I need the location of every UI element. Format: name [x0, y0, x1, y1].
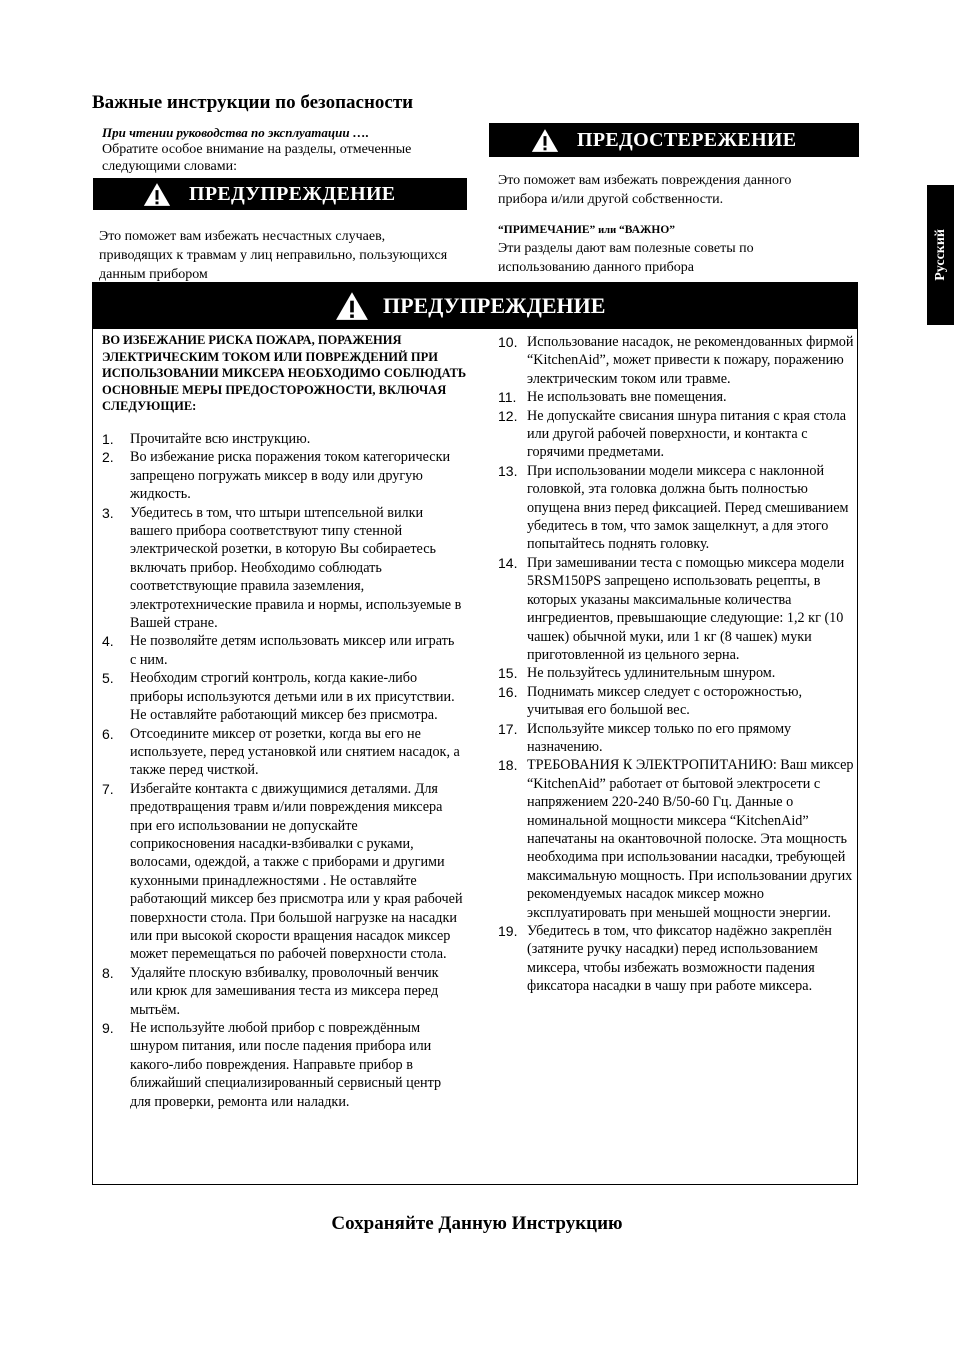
warning-description: Это поможет вам избежать несчастных случаев, приводящих к травмам у лиц неправильно, пользующихся данным прибором — [99, 229, 448, 282]
list-item-text: Не используйте любой прибор с повреждённым шнуром питания, или после падения прибора или какого-либо повреждения. Направьте прибор в ближайший специализированный сервисный центр для проверки, ремонта или наладки. — [130, 1020, 442, 1110]
list-item — [102, 448, 464, 503]
list-item-number: 5. — [102, 670, 114, 687]
list-item-number: 12. — [498, 407, 518, 424]
list-item-text: Не использовать вне помещения. — [527, 389, 727, 406]
safety-list-left — [102, 430, 464, 1111]
main-warning-banner — [93, 283, 858, 329]
list-item — [498, 664, 854, 682]
list-item — [498, 407, 854, 462]
list-item-text: ТРЕБОВАНИЯ К ЭЛЕКТРОПИТАНИЮ: Ваш миксер “KitchenAid” работает от бытовой электросети с напряжением 220-240 В/50-60 Гц. Данные о номинальной мощности миксера “KitchenAid” напечатаны на окантовочной полоске. Эта мощность необходима при использовании насадки, требующей максимальную мощность. При использовании других рекомендуемых насадок миксер можно эксплуатировать при меньшей мощности энергии. — [527, 757, 854, 921]
list-item-number: 10. — [498, 334, 518, 350]
list-item-number: 3. — [102, 504, 114, 521]
list-item — [102, 632, 464, 669]
intro-lead: При чтении руководства по эксплуатации …. — [102, 125, 370, 140]
warning-banner — [93, 178, 467, 210]
list-item-number: 11. — [498, 389, 517, 406]
page-title: Важные инструкции по безопасности — [92, 92, 414, 113]
list-item — [102, 725, 464, 780]
list-item-text: Избегайте контакта с движущимися деталями. Для предотвращения травм и/или повреждения миксера при его использовании не допускайте соприкосновения насадки-взбивалки с руками, волосами, одеждой, а также с приборами и другими кухонными принадлежностями . Не оставляйте работающий миксер без присмотра или у края рабочей поверхности стола. При большой нагрузке на насадки или при высокой скорости вращения насадок миксер может перемещаться по рабочей поверхности стола. — [130, 780, 463, 963]
list-item — [498, 922, 854, 996]
list-item-number: 6. — [102, 725, 114, 742]
list-item-number: 18. — [498, 757, 518, 774]
list-item-text: Не пользуйтесь удлинительным шнуром. — [527, 665, 776, 682]
list-item-text: Убедитесь в том, что штыри штепсельной вилки вашего прибора соответствуют типу стенной электрической розетки, в которую Вы собираетесь включать прибор. Необходимо соблюдать соответствующие правила заземления, электротехнические правила и нормы, используемые в Вашей стране. — [130, 504, 462, 632]
main-warning-label: ПРЕДУПРЕЖДЕНИЕ — [383, 293, 606, 318]
list-item — [498, 333, 854, 388]
note-heading — [498, 222, 843, 239]
list-item-text: Во избежание риска поражения током категорически запрещено погружать миксер в воду или другую жидкость. — [130, 449, 451, 503]
list-item-number: 7. — [102, 780, 114, 797]
list-item-text: Не допускайте свисания шнура питания с края стола или другой рабочей поверхности, и контакта с горячими предметами. — [527, 407, 847, 461]
list-item-text: При замешивании теста с помощью миксера модели 5RSM150PS запрещено использовать рецепты, в которых указаны максимальные количества ингредиентов, превышающие следующие: 1,2 кг (10 чашек) обычной муки, или 1 кг (8 чашек) муки приготовленной из цельного зерна. — [527, 554, 845, 663]
exclamation-triangle-icon — [143, 182, 171, 207]
exclamation-triangle-icon — [335, 291, 369, 321]
intro — [102, 124, 472, 175]
note-description: Эти разделы дают вам полезные советы по использованию данного прибора — [498, 241, 754, 275]
list-item-number: 13. — [498, 462, 518, 479]
footer-title: Сохраняйте Данную Инструкцию — [331, 1213, 623, 1234]
list-item-number: 9. — [102, 1020, 114, 1036]
list-item — [498, 462, 854, 554]
list-item-number: 2. — [102, 449, 114, 466]
list-item-text: Используйте миксер только по его прямому назначению. — [527, 720, 792, 755]
list-item-text: Не позволяйте детям использовать миксер или играть с ним. — [130, 633, 455, 668]
list-item-number: 17. — [498, 720, 518, 737]
note-heading-or: или — [598, 225, 617, 236]
list-item — [102, 430, 464, 448]
list-item-text: Прочитайте всю инструкцию. — [130, 431, 311, 447]
list-item — [498, 554, 854, 664]
language-tab — [927, 185, 954, 325]
list-item-number: 15. — [498, 665, 518, 682]
list-item — [102, 780, 464, 964]
list-item-number: 19. — [498, 923, 518, 939]
note-section — [498, 222, 843, 277]
list-item-text: Убедитесь в том, что фиксатор надёжно закреплён (затяните ручку насадки) перед использованием миксера, чтобы избежать возможности падения фиксатора насадки в чашу при работе миксера. — [527, 923, 832, 995]
list-item-number: 8. — [102, 964, 114, 981]
note-heading-a: “ПРИМЕЧАНИЕ” — [498, 224, 596, 236]
exclamation-triangle-icon — [531, 128, 559, 153]
caution-banner-label: ПРЕДОСТЕРЕЖЕНИЕ — [577, 128, 797, 151]
main-warning-intro: ВО ИЗБЕЖАНИЕ РИСКА ПОЖАРА, ПОРАЖЕНИЯ ЭЛЕКТРИЧЕСКИМ ТОКОМ ИЛИ ПОВРЕЖДЕНИЙ ПРИ ИСПОЛЬЗОВАНИИ МИКСЕРА НЕОБХОДИМО СОБЛЮДАТЬ ОСНОВНЫЕ МЕРЫ ПРЕДОСТОРОЖНОСТИ, ВКЛЮЧАЯ СЛЕДУЮЩИЕ: — [102, 333, 467, 414]
safety-list-right — [498, 333, 854, 996]
list-item — [102, 964, 464, 1019]
list-item — [498, 388, 854, 406]
language-tab-label: Русский — [932, 229, 948, 281]
caution-banner — [489, 123, 859, 157]
list-item-text: Поднимать миксер следует с осторожностью, учитывая его большой вес. — [527, 683, 803, 719]
list-item-text: Отсоедините миксер от розетки, когда вы его не используете, перед установкой или снятием насадок, а также перед чисткой. — [130, 725, 460, 779]
list-item-text: Удаляйте плоскую взбивалку, проволочный венчик или крюк для замешивания теста из миксера перед мытьём. — [130, 964, 439, 1018]
list-item-text: Использование насадок, не рекомендованных фирмой “KitchenAid”, может привести к пожару, поражению электрическим током или травме. — [527, 334, 854, 387]
list-item — [102, 504, 464, 633]
intro-body: Обратите особое внимание на разделы, отмеченные следующими словами: — [102, 142, 412, 174]
note-heading-b: “ВАЖНО” — [619, 224, 676, 236]
list-item-text: Необходим строгий контроль, когда какие-либо приборы используются детьми или в их присутствии. Не оставляйте работающий миксер без присмотра. — [130, 670, 455, 724]
list-item-number: 1. — [102, 431, 114, 447]
list-item-number: 14. — [498, 554, 518, 571]
list-item — [102, 669, 464, 724]
list-item-number: 16. — [498, 683, 518, 700]
list-item — [498, 756, 854, 922]
list-item-number: 4. — [102, 633, 114, 650]
list-item — [498, 683, 854, 720]
caution-description: Это поможет вам избежать повреждения данного прибора и/или другой собственности. — [498, 173, 792, 207]
list-item-text: При использовании модели миксера с наклонной головкой, эта головка должна быть полностью опущена вниз перед фиксацией. Перед смешиванием убедитесь в том, что замок защелкнут, а для этого попытайтесь поднять головку. — [527, 462, 849, 553]
warning-banner-label: ПРЕДУПРЕЖДЕНИЕ — [189, 182, 396, 205]
list-item — [498, 720, 854, 757]
list-item — [102, 1019, 464, 1111]
